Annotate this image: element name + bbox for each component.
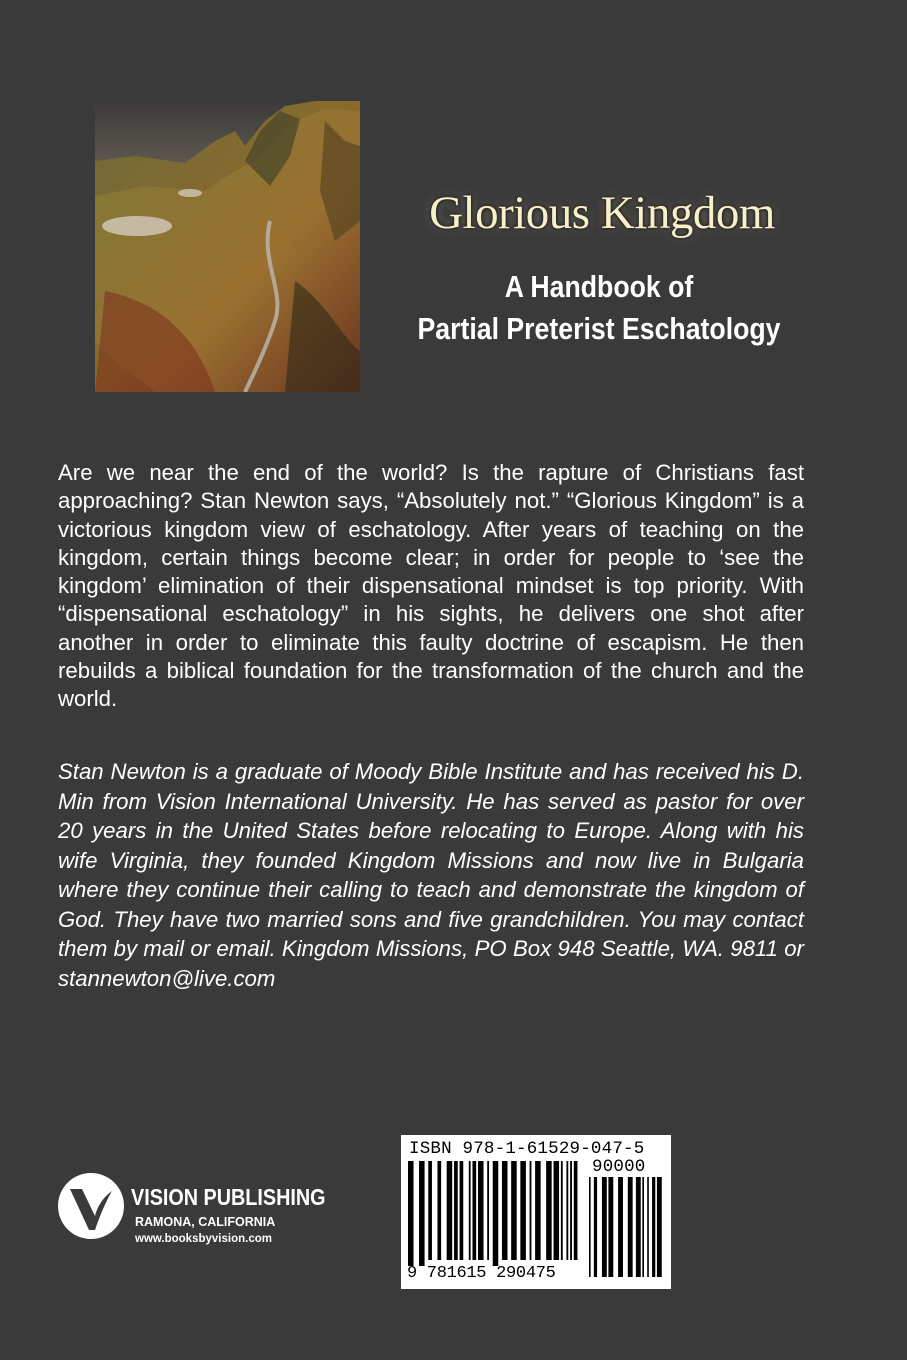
barcode-bar <box>469 1161 471 1260</box>
barcode-bar <box>419 1161 425 1266</box>
barcode-bar <box>561 1161 563 1260</box>
barcode-bar <box>487 1161 489 1260</box>
barcode-bar <box>502 1161 508 1260</box>
barcode-bar <box>454 1161 458 1260</box>
barcode-bar <box>642 1177 644 1277</box>
barcode-bar <box>566 1161 568 1260</box>
barcode-bar <box>546 1161 552 1260</box>
book-title: Glorious Kingdom <box>429 187 775 239</box>
barcode-bar <box>570 1161 572 1260</box>
isbn-barcode <box>401 1135 671 1289</box>
barcode-bar <box>520 1161 526 1260</box>
barcode-bar <box>535 1161 541 1260</box>
barcode-bar <box>589 1177 591 1277</box>
book-description: Are we near the end of the world? Is the rapture of Christians fast approaching? Stan Newton says, “Absolutely not.” “Glorious Kingdom” is a victorious kingdom view of eschatology. After years of teaching on the kingdom, certain things become clear; in order for people to ‘see the kingdom’ elimination of their dispensational mindset is top priority. With “dispensational eschatology” in his sights, he delivers one shot after another in order to eliminate this faulty doctrine of escapism. He then rebuilds a biblical foundation for the transformation of the church and the world. <box>58 460 804 712</box>
barcode-bar <box>478 1161 484 1260</box>
publisher-website: www.booksbyvision.com <box>135 1233 272 1245</box>
barcode-bar <box>647 1177 649 1277</box>
barcode-bar <box>657 1177 662 1277</box>
price-code: 90000 <box>592 1157 646 1177</box>
barcode-bar <box>628 1177 633 1277</box>
author-bio: Stan Newton is a graduate of Moody Bible Institute and has received his D. Min from Vision International University. He has served as pastor for over 20 years in the United States before relocating to Europe. Along with his wife Virginia, they founded Kingdom Missions and now live in Bulgaria where they continue their calling to teach and demonstrate the kingdom of God. They have two married sons and five grandchildren. You may contact them by mail or email. Kingdom Missions, PO Box 948 Seattle, WA. 9811 or stannewton@live.com <box>58 759 804 991</box>
barcode-bar <box>447 1161 453 1260</box>
publisher-location: RAMONA, CALIFORNIA <box>135 1215 276 1229</box>
subtitle-line-2: Partial Preterist Eschatology <box>417 311 781 346</box>
isbn-label: ISBN 978-1-61529-047-5 <box>409 1139 645 1159</box>
barcode-addon-bars <box>588 1177 664 1283</box>
barcode-bar <box>574 1161 578 1260</box>
barcode-bar <box>602 1177 607 1277</box>
barcode-bar <box>511 1161 517 1260</box>
cover-landscape-image <box>95 101 360 392</box>
barcode-bar <box>636 1177 641 1277</box>
barcode-bar <box>594 1177 597 1277</box>
barcode-main-bars <box>407 1161 582 1266</box>
barcode-bar <box>472 1161 476 1260</box>
barcode-bar <box>460 1161 464 1260</box>
barcode-bar <box>493 1161 499 1266</box>
barcode-bar <box>530 1161 532 1260</box>
v-circle-logo-icon <box>57 1172 125 1240</box>
subtitle-line-1: A Handbook of <box>504 269 694 304</box>
book-subtitle <box>400 266 797 350</box>
publisher-name: VISION PUBLISHING <box>131 1184 326 1210</box>
barcode-bar <box>652 1177 655 1277</box>
barcode-digits: 9 781615 290475 <box>407 1264 556 1283</box>
barcode-bar <box>608 1177 613 1277</box>
barcode-bar <box>437 1161 441 1260</box>
barcode-bar <box>428 1161 432 1260</box>
barcode-bar <box>408 1161 414 1266</box>
barcode-bar <box>554 1161 560 1260</box>
barcode-bar <box>618 1177 623 1277</box>
